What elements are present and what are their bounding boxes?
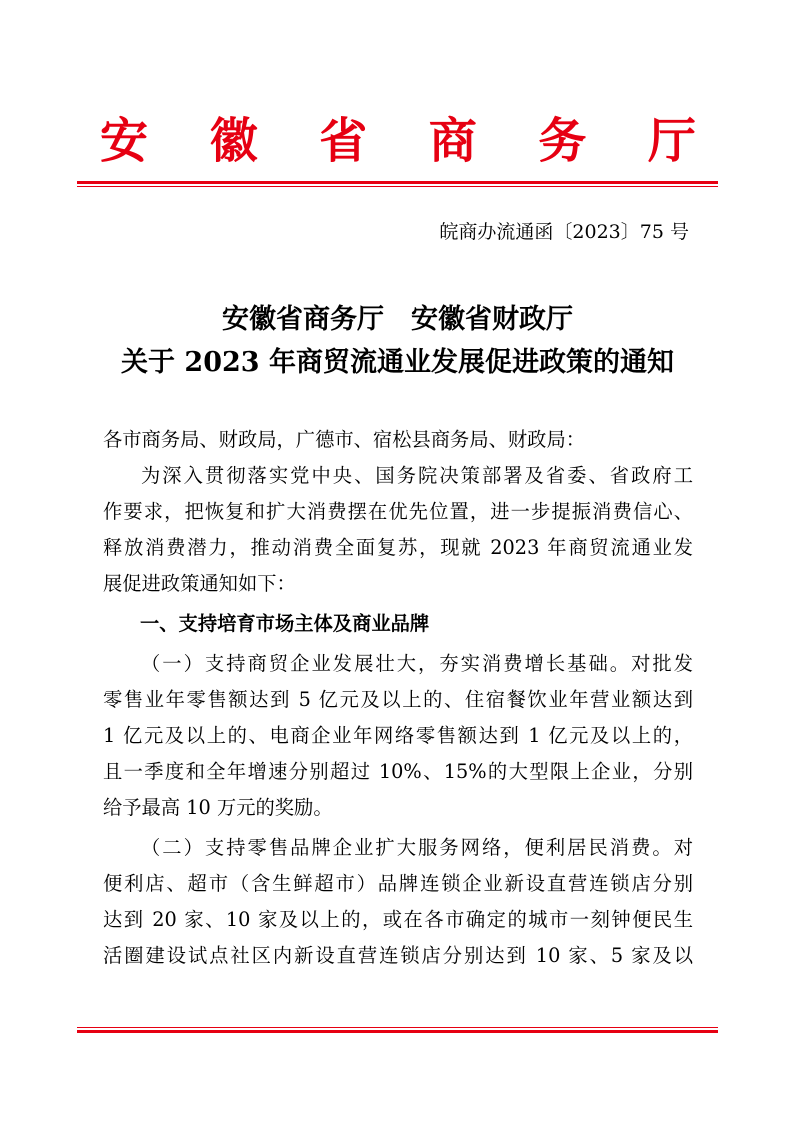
- addressee-text: 各市商务局、财政局，广德市、宿松县商务局、财政局：: [103, 428, 586, 451]
- paragraph-line: 1 亿元及以上的、电商企业年网络零售额达到 1 亿元及以上的，: [103, 724, 693, 747]
- document-title-line2: 关于 2023 年商贸流通业发展促进政策的通知: [121, 347, 674, 378]
- paragraph-line: 且一季度和全年增速分别超过 10%、15%的大型限上企业，分别: [103, 760, 693, 783]
- masthead-char: 厅: [647, 113, 696, 169]
- paragraph-line: 便利店、超市（含生鲜超市）品牌连锁企业新设直营连锁店分别: [103, 872, 693, 895]
- paragraph-line: 零售业年零售额达到 5 亿元及以上的、住宿餐饮业年营业额达到: [103, 688, 693, 711]
- paragraph-line: 给予最高 10 万元的奖励。: [103, 796, 333, 819]
- item-2-paragraph: [103, 830, 693, 974]
- masthead-divider-thick: [77, 181, 718, 184]
- intro-paragraph: [103, 458, 693, 602]
- masthead-char: 安: [100, 113, 149, 169]
- paragraph-line: 活圈建设试点社区内新设直营连锁店分别达到 10 家、5 家及以: [103, 944, 693, 967]
- footer-divider-thin: [77, 1027, 718, 1028]
- document-title-line1: 安徽省商务厅 安徽省财政厅: [222, 304, 573, 335]
- paragraph-line: 达到 20 家、10 家及以上的，或在各市确定的城市一刻钟便民生: [103, 908, 693, 931]
- masthead-divider-thin: [77, 186, 718, 187]
- masthead-char: 徽: [209, 113, 258, 169]
- masthead-char: 省: [319, 113, 368, 169]
- footer-divider-thick: [77, 1030, 718, 1033]
- paragraph-line: （一）支持商贸企业发展壮大，夯实消费增长基础。对批发: [141, 652, 693, 675]
- paragraph-line: 作要求，把恢复和扩大消费摆在优先位置，进一步提振消费信心、: [103, 500, 693, 523]
- masthead-char: 商: [428, 113, 477, 169]
- masthead: [100, 110, 696, 172]
- section-heading: 一、支持培育市场主体及商业品牌: [140, 612, 430, 635]
- paragraph-line: （二）支持零售品牌企业扩大服务网络，便利居民消费。对: [141, 836, 693, 859]
- item-1-paragraph: [103, 646, 693, 826]
- paragraph-line: 为深入贯彻落实党中央、国务院决策部署及省委、省政府工: [141, 464, 693, 487]
- masthead-char: 务: [538, 113, 587, 169]
- paragraph-line: 展促进政策通知如下：: [103, 572, 296, 595]
- document-number: 皖商办流通函〔2023〕75 号: [439, 221, 689, 243]
- paragraph-line: 释放消费潜力，推动消费全面复苏，现就 2023 年商贸流通业发: [103, 536, 693, 559]
